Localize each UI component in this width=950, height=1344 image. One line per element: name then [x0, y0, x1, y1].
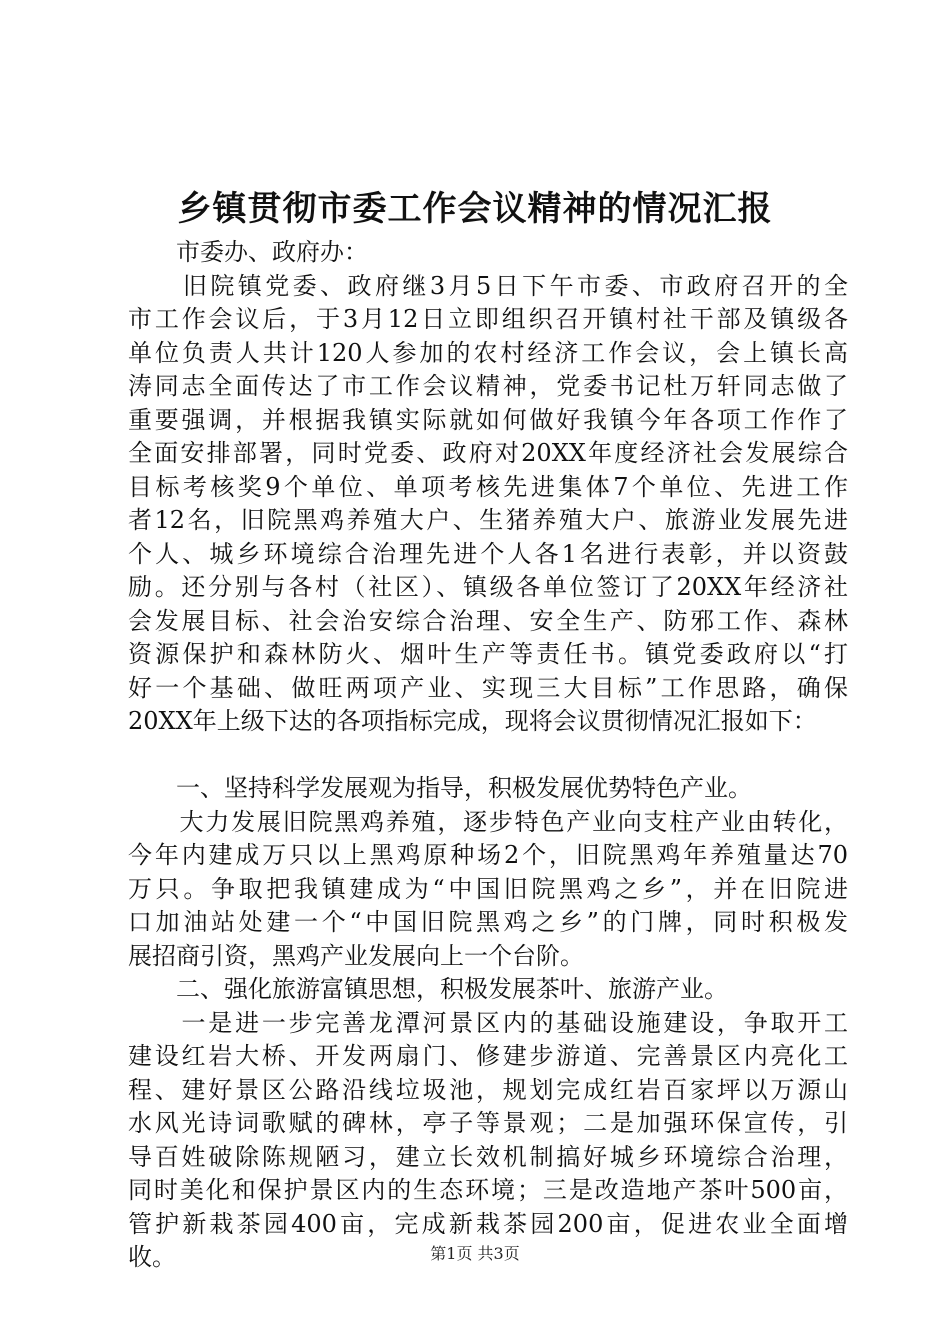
- body-line: 重要强调，并根据我镇实际就如何做好我镇今年各项工作作了: [128, 405, 848, 434]
- body-line: 励。还分别与各村（社区）、镇级各单位签订了20XX年经济社: [128, 573, 848, 601]
- body-line: 今年内建成万只以上黑鸡原种场2个，旧院黑鸡年养殖量达70: [128, 841, 848, 869]
- body-line: 水风光诗词歌赋的碑林，亭子等景观；二是加强环保宣传，引: [128, 1109, 848, 1137]
- body-line: 涛同志全面传达了市工作会议精神，党委书记杜万轩同志做了: [128, 372, 848, 400]
- body-line: 会发展目标、社会治安综合治理、安全生产、防邪工作、森林: [128, 606, 848, 635]
- paragraph-gap: [128, 739, 848, 773]
- body-line: 展招商引资，黑鸡产业发展向上一个台阶。: [128, 941, 584, 970]
- body-line: 目标考核奖9个单位、单项考核先进集体7个单位、先进工作: [128, 472, 848, 501]
- body-line: 旧院镇党委、政府继3月5日下午市委、市政府召开的全: [128, 271, 848, 300]
- body-line: 者12名，旧院黑鸡养殖大户、生猪养殖大户、旅游业发展先进: [128, 506, 848, 534]
- body-line: 一、坚持科学发展观为指导，积极发展优势特色产业。: [128, 774, 752, 802]
- body-line: 单位负责人共计120人参加的农村经济工作会议，会上镇长高: [128, 338, 848, 367]
- document-title: 乡镇贯彻市委工作会议精神的情况汇报: [177, 189, 773, 229]
- body-line: 全面安排部署，同时党委、政府对20XX年度经济社会发展综合: [128, 439, 848, 467]
- body-line: 收。: [128, 1243, 176, 1271]
- document-body: [128, 236, 848, 1275]
- body-line: 导百姓破除陈规陋习，建立长效机制搞好城乡环境综合治理，: [128, 1142, 848, 1171]
- body-line: 市工作会议后，于3月12日立即组织召开镇村社干部及镇级各: [128, 305, 848, 333]
- body-line: 一是进一步完善龙潭河景区内的基础设施建设，争取开工: [128, 1008, 848, 1037]
- body-line: 20XX年上级下达的各项指标完成，现将会议贯彻情况汇报如下：: [128, 707, 817, 735]
- body-line: 个人、城乡环境综合治理先进个人各1名进行表彰，并以资鼓: [128, 539, 848, 568]
- body-line: 资源保护和森林防火、烟叶生产等责任书。镇党委政府以“打: [128, 640, 848, 668]
- page-indicator: 第1页 共3页: [430, 1244, 520, 1263]
- body-line: 程、建好景区公路沿线垃圾池，规划完成红岩百家坪以万源山: [128, 1075, 848, 1104]
- body-line: 大力发展旧院黑鸡养殖，逐步特色产业向支柱产业由转化，: [128, 807, 848, 836]
- body-line: 建设红岩大桥、开发两扇门、修建步游道、完善景区内亮化工: [128, 1042, 848, 1070]
- body-line: 口加油站处建一个“中国旧院黑鸡之乡”的门牌，同时积极发: [128, 908, 848, 936]
- body-line: 市委办、政府办：: [128, 238, 368, 266]
- body-line: 管护新栽茶园400亩，完成新栽茶园200亩，促进农业全面增: [128, 1209, 848, 1238]
- body-line: 二、强化旅游富镇思想，积极发展茶叶、旅游产业。: [128, 975, 728, 1003]
- body-line: 万只。争取把我镇建成为“中国旧院黑鸡之乡”，并在旧院进: [128, 874, 848, 903]
- body-line: 好一个基础、做旺两项产业、实现三大目标”工作思路，确保: [128, 673, 848, 702]
- body-line: 同时美化和保护景区内的生态环境；三是改造地产茶叶500亩，: [128, 1176, 848, 1204]
